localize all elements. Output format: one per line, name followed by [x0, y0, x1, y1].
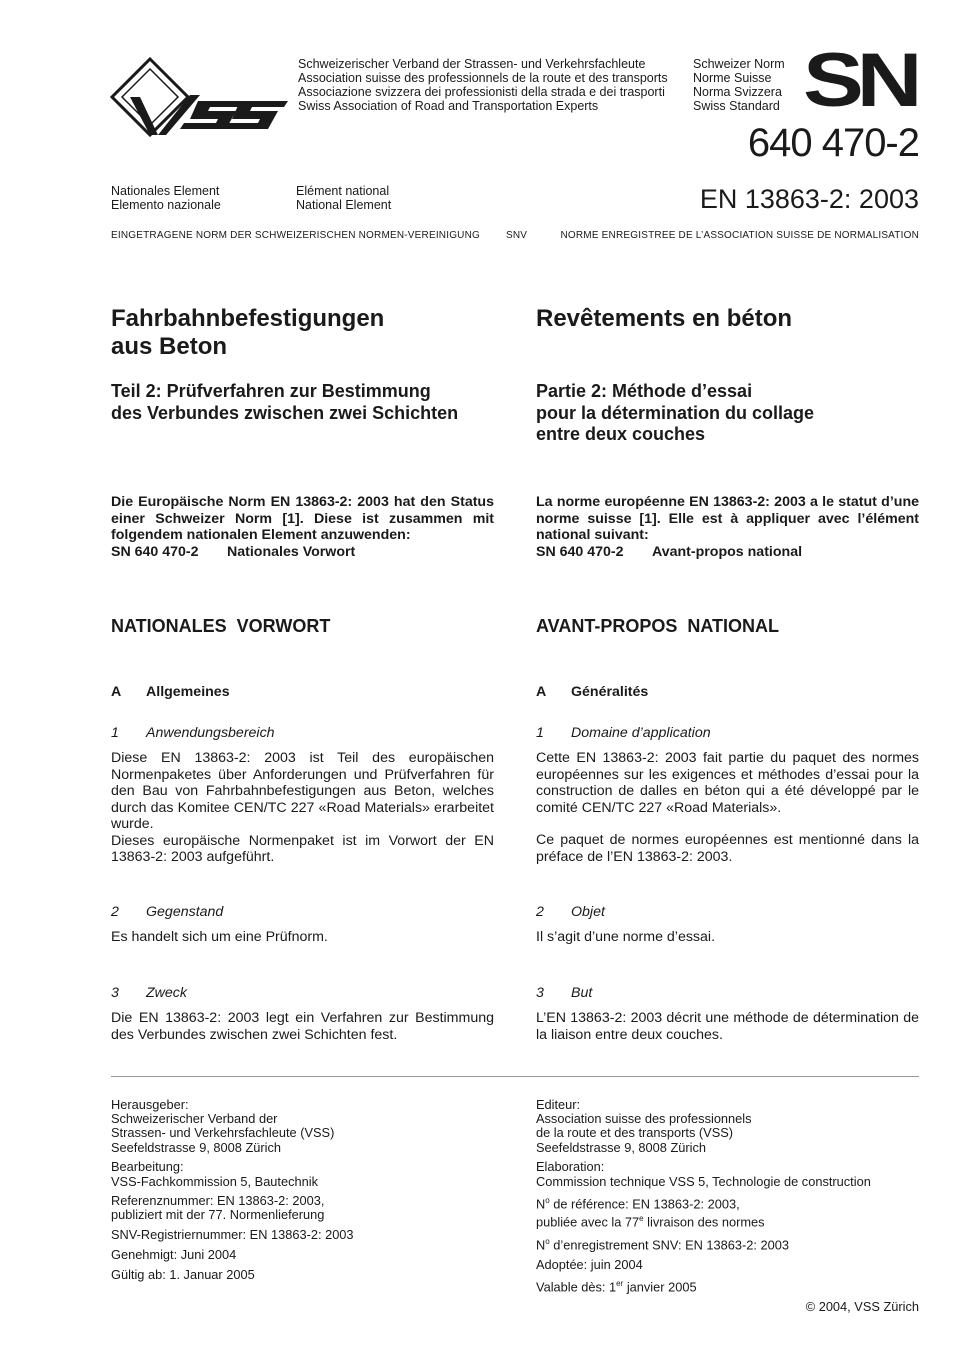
fr-subsection-3 — [536, 985, 919, 1001]
de-s1-paragraph: Dieses europäische Normenpaket ist im Vorwort der EN 13863-2: 2003 aufgeführt. — [111, 832, 494, 865]
fr-s2-num: 2 — [536, 904, 544, 920]
fr-foreword-heading: AVANT-PROPOS NATIONAL — [536, 616, 779, 636]
footer-sup: o — [545, 1196, 550, 1206]
footer-line: Seefeldstrasse 9, 8008 Zürich — [536, 1139, 707, 1155]
fr-subtitle-line: entre deux couches — [536, 424, 706, 444]
footer-text: N — [536, 1196, 546, 1212]
de-footer-editing — [111, 1160, 494, 1188]
de-footer-approved: Genehmigt: Juni 2004 — [111, 1246, 237, 1262]
fr-status-ref-code: SN 640 470-2 — [536, 543, 624, 560]
de-title-line: Fahrbahnbefestigungen — [111, 305, 385, 332]
footer-divider — [111, 1076, 919, 1077]
fr-s1-paragraph: Cette EN 13863-2: 2003 fait partie du paquet des normes européennes sur les exigences et méthodes d’essai pour la construction de dalles en béton qui a été développé par le comité CEN/TC 227 «Road Materials». — [536, 750, 919, 816]
vss-logo — [110, 57, 290, 139]
fr-subtitle — [536, 381, 919, 446]
element-label-line: Elemento nazionale — [111, 198, 221, 212]
de-subsection-2 — [111, 904, 494, 920]
norm-type-line: Norma Svizzera — [693, 85, 782, 99]
fr-subtitle-line: pour la détermination du collage — [536, 402, 815, 423]
organization-names — [298, 57, 688, 113]
org-line: Association suisse des professionnels de la route et des transports — [298, 71, 668, 85]
org-line: Associazione svizzera dei professionisti della strada e dei trasporti — [298, 85, 665, 99]
footer-text: publiée avec la 77 — [536, 1213, 640, 1229]
footer-line: publiziert mit der 77. Normenlieferung — [111, 1207, 325, 1223]
de-footer-registry: SNV-Registriernummer: EN 13863-2: 2003 — [111, 1227, 354, 1243]
de-s1-title: Anwendungsbereich — [146, 725, 275, 741]
de-s3-title: Zweck — [146, 985, 187, 1001]
norm-type-line: Schweizer Norm — [693, 57, 785, 71]
fr-s3-num: 3 — [536, 985, 544, 1001]
de-s3-body: Die EN 13863-2: 2003 legt ein Verfahren zur Bestimmung des Verbundes zwischen zwei Schichten fest. — [111, 1010, 494, 1043]
fr-s1-title: Domaine d’application — [571, 725, 711, 741]
de-status-ref-name: Nationales Vorwort — [227, 543, 356, 560]
fr-section-a-title: Généralités — [571, 684, 649, 700]
fr-footer-registry — [536, 1235, 919, 1252]
de-status-ref-code: SN 640 470-2 — [111, 543, 199, 560]
registry-right: NORME ENREGISTREE DE L’ASSOCIATION SUISSE DE NORMALISATION — [560, 230, 919, 241]
fr-footer-approved: Adoptée: juin 2004 — [536, 1256, 643, 1272]
element-label-left — [111, 184, 291, 212]
fr-s1-body — [536, 750, 919, 865]
standard-number: 640 470-2 — [747, 121, 919, 165]
registry-left: EINGETRAGENE NORM DER SCHWEIZERISCHEN NORMEN-VEREINIGUNG — [111, 230, 481, 241]
de-status-text: Die Europäische Norm EN 13863-2: 2003 hat den Status einer Schweizer Norm [1]. Diese ist zusammen mit folgendem nationalen Element anzuwenden: — [111, 494, 494, 543]
element-label-line: Nationales Element — [111, 184, 220, 198]
fr-footer-valid — [536, 1277, 919, 1294]
de-status-ref — [111, 544, 494, 561]
footer-line: Schweizerischer Verband der — [111, 1111, 278, 1127]
de-s1-body — [111, 750, 494, 866]
footer-line: Elaboration: — [536, 1159, 605, 1175]
fr-s1-paragraph: Ce paquet de normes européennes est mentionné dans la préface de l’EN 13863-2: 2003. — [536, 832, 919, 865]
de-subtitle-line: des Verbundes zwischen zwei Schichten — [111, 402, 459, 423]
fr-status-ref — [536, 544, 919, 561]
footer-line: Association suisse des professionnels — [536, 1111, 752, 1127]
norm-type-line: Swiss Standard — [693, 99, 780, 113]
footer-line: Strassen- und Verkehrsfachleute (VSS) — [111, 1125, 335, 1141]
element-label-line: National Element — [296, 198, 392, 212]
de-subtitle — [111, 381, 494, 424]
de-title-line: aus Beton — [111, 333, 228, 360]
footer-line — [536, 1212, 919, 1229]
footer-text: de référence: EN 13863-2: 2003, — [549, 1196, 740, 1212]
de-s1-num: 1 — [111, 725, 119, 741]
footer-line: Herausgeber: — [111, 1097, 189, 1112]
fr-s3-body: L’EN 13863-2: 2003 décrit une méthode de détermination de la liaison entre deux couches. — [536, 1010, 919, 1043]
fr-title — [536, 305, 919, 333]
footer-text: livraison des normes — [643, 1213, 765, 1229]
fr-footer-editing — [536, 1160, 919, 1188]
de-subsection-3 — [111, 985, 494, 1001]
org-line: Swiss Association of Road and Transportation Experts — [298, 99, 599, 113]
footer-line: de la route et des transports (VSS) — [536, 1125, 734, 1141]
element-label-right — [296, 184, 476, 212]
de-s2-title: Gegenstand — [146, 904, 224, 920]
de-s1-paragraph: Diese EN 13863-2: 2003 ist Teil des europäischen Normenpaketes über Anforderungen und Prüfverfahren für den Bau von Fahrbahnbefestigungen aus Beton, welches durch das Komitee CEN/TC 227 «Road Materials» erarbeitet wurde. — [111, 750, 494, 832]
footer-text: d’enregistrement SNV: EN 13863-2: 2003 — [549, 1236, 789, 1252]
footer-line — [536, 1194, 919, 1211]
de-footer-publisher — [111, 1098, 494, 1155]
de-section-a-letter: A — [111, 684, 122, 700]
footer-line: VSS-Fachkommission 5, Bautechnik — [111, 1173, 318, 1189]
fr-section-a — [536, 684, 919, 700]
de-section-a — [111, 684, 494, 700]
registry-mid: SNV — [506, 230, 528, 241]
de-s3-num: 3 — [111, 985, 119, 1001]
fr-footer — [536, 1098, 919, 1300]
fr-subtitle-line: Partie 2: Méthode d’essai — [536, 381, 753, 401]
de-section-a-title: Allgemeines — [146, 684, 230, 700]
footer-text: N — [536, 1236, 546, 1252]
footer-line: Commission technique VSS 5, Technologie de construction — [536, 1173, 871, 1189]
de-foreword-heading: NATIONALES VORWORT — [111, 616, 331, 636]
en-number: EN 13863-2: 2003 — [699, 184, 919, 214]
footer-line: Seefeldstrasse 9, 8008 Zürich — [111, 1139, 282, 1155]
footer-sup: o — [545, 1236, 550, 1246]
fr-subsection-1 — [536, 725, 919, 741]
norm-type — [693, 57, 803, 113]
norm-type-line: Norme Suisse — [693, 71, 772, 85]
org-line: Schweizerischer Verband der Strassen- und Verkehrsfachleute — [298, 57, 646, 71]
footer-text: janvier 2005 — [623, 1279, 697, 1295]
footer-sup: er — [616, 1279, 624, 1289]
de-subtitle-line: Teil 2: Prüfverfahren zur Bestimmung — [111, 381, 431, 401]
element-label-line: Elément national — [296, 184, 390, 198]
de-status-block — [111, 494, 494, 560]
fr-s2-body: Il s’agit d’une norme d’essai. — [536, 929, 716, 945]
fr-subsection-2 — [536, 904, 919, 920]
footer-sup: e — [639, 1213, 644, 1223]
de-footer-reference — [111, 1194, 494, 1222]
de-s2-body: Es handelt sich um eine Prüfnorm. — [111, 929, 328, 945]
copyright: © 2004, VSS Zürich — [805, 1299, 919, 1314]
fr-status-text: La norme européenne EN 13863-2: 2003 a le statut d’une norme suisse [1]. Elle est à appliquer avec l’élément national suivant: — [536, 494, 919, 543]
footer-text: Valable dès: 1 — [536, 1279, 617, 1295]
sn-logo-text: SN — [803, 50, 916, 112]
fr-s3-title: But — [571, 985, 593, 1001]
fr-status-block — [536, 494, 919, 560]
fr-title-line: Revêtements en béton — [536, 305, 793, 332]
fr-section-a-letter: A — [536, 684, 547, 700]
de-footer-valid: Gültig ab: 1. Januar 2005 — [111, 1266, 255, 1282]
footer-line: Bearbeitung: — [111, 1159, 184, 1175]
de-title — [111, 305, 494, 361]
footer-line: Referenznummer: EN 13863-2: 2003, — [111, 1193, 325, 1209]
de-subsection-1 — [111, 725, 494, 741]
fr-footer-publisher — [536, 1098, 919, 1155]
fr-footer-reference — [536, 1194, 919, 1229]
de-s2-num: 2 — [111, 904, 119, 920]
de-footer — [111, 1098, 494, 1287]
fr-s1-num: 1 — [536, 725, 544, 741]
footer-line: Editeur: — [536, 1097, 581, 1112]
fr-status-ref-name: Avant-propos national — [652, 543, 803, 560]
sn-logo — [803, 50, 921, 112]
fr-s2-title: Objet — [571, 904, 605, 920]
